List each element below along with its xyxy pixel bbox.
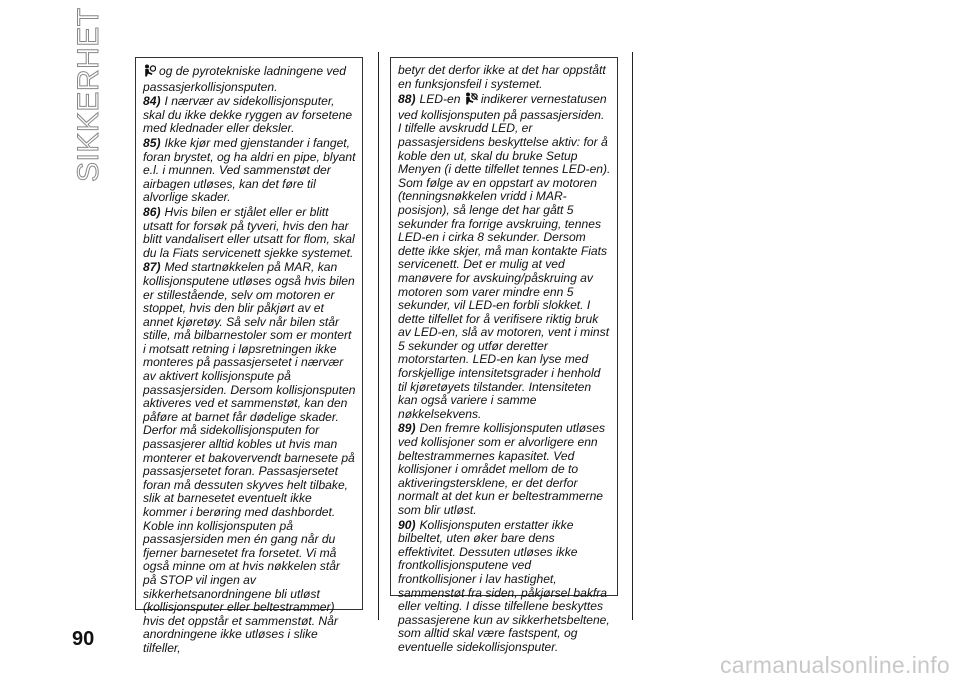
right-warning-box <box>390 57 618 654</box>
note-89: 89) Den fremre kollisjonsputen utløses ved kollisjoner som er alvorligere enn beltestrammernes kapasitet. Ved kollisjoner i området mellom de to aktiveringstersklene, er det derfor normalt at det kun er beltestrammerne som blir utløst. <box>398 421 606 517</box>
right-intro: betyr det derfor ikke at det har oppstått en funksjonsfeil i systemet. <box>398 63 606 91</box>
note-88: 88) LED-en indikerer vernestatusen ved kollisjonsputen på passasjersiden. I tilfelle avskrudd LED, er passasjersidens beskyttelse aktiv: for å koble den ut, skal du bruke Setup Menyen (i dette tilfellet tennes LED-en). Som følge av en oppstart av motoren (tenningsnøkkelen vridd i MAR-posisjon), så lenge det har gått 5 sekunder fra forrige avskruing, tennes LED-en i cirka 8 sekunder. Dersom dette ikke skjer, må man kontakte Fiats servicenett. Det er mulig at ved manøvere for avskuing/påskruing av motoren som varer mindre enn 5 sekunder, vil LED-en forbli slokket. I dette tilfellet for å verifisere riktig bruk av LED-en, slå av motoren, vent i minst 5 sekunder og utfør deretter motorstarten. LED-en kan lyse med forskjellige intensitetsgrader i henhold til kjøretøyets tilstander. Intensiteten kan også variere i samme nøkkelsekvens. <box>398 92 611 421</box>
left-warning-box <box>135 57 363 655</box>
section-title <box>72 7 132 182</box>
column-divider <box>632 52 633 620</box>
note-85: 85) Ikke kjør med gjenstander i fanget, foran brystet, og ha aldri en pipe, blyant e.l. i munnen. Ved sammenstøt der airbagen utløses, kan det føre til alvorlige skader. <box>143 135 356 205</box>
airbag-warning-icon <box>143 64 156 81</box>
passenger-airbag-off-icon <box>464 92 478 109</box>
note-90: 90) Kollisjonsputen erstatter ikke bilbeltet, uten øker bare dens effektivitet. Dessuten utløses ikke frontkollisjonsputene ved frontkollisjoner i lav hastighet, sammenstøt fra siden, påkjørsel bakfra eller velting. I disse tilfellene beskyttes passasjerene kun av sikkerhetsbeltene, som alltid skal være fastspent, og eventuelle sidekollisjonsputer. <box>398 517 610 654</box>
section-title-text: SIKKERHET <box>72 7 105 182</box>
note-86: 86) Hvis bilen er stjålet eller er blitt utsatt for forsøk på tyveri, hvis den har blitt vandalisert eller utsatt for flom, skal du la Fiats servicenett sjekke systemet. <box>143 204 355 260</box>
note-87: 87) Med startnøkkelen på MAR, kan kollisjonsputene utløses også hvis bilen er stillestående, selv om motoren er stoppet, hvis den blir påkjørt av et annet kjøretøy. Så selv når bilen står stille, må bilbarnestoler som er montert i motsatt retning i løpsretningen ikke monteres på passasjersetet i nærvær av aktivert kollisjonspute på passasjersiden. Dersom kollisjonsputen aktiveres ved et sammenstøt, kan den påføre at barnet får dødelige skader. Derfor må sidekollisjonsputen for passasjerer alltid kobles ut hvis man monterer et bakovervendt barnesete på passasjersetet foran. Passasjersetet foran må dessuten skyves helt tilbake, slik at barnesetet eventuelt ikke kommer i berøring med dashbordet. Koble inn kollisjonsputen på passasjersiden men én gang når du fjerner barnesetet fra forsetet. Vi må også minne om at hvis nøkkelen står på STOP vil ingen av sikkerhetsanordningene bli utløst (kollisjonsputer eller beltestrammer) hvis det oppstår et sammenstøt. Når anordningene ikke utløses i slike tilfeller, <box>143 260 356 655</box>
note-84: 84) I nærvær av sidekollisjonsputer, skal du ikke dekke ryggen av forsetene med klednader eller deksler. <box>143 94 353 136</box>
left-intro: og de pyrotekniske ladningene ved passasjerkollisjonsputen. <box>143 64 346 94</box>
column-divider <box>378 52 379 620</box>
watermark: carmanualsonline.info <box>719 652 950 678</box>
page-number: 90 <box>72 628 95 650</box>
